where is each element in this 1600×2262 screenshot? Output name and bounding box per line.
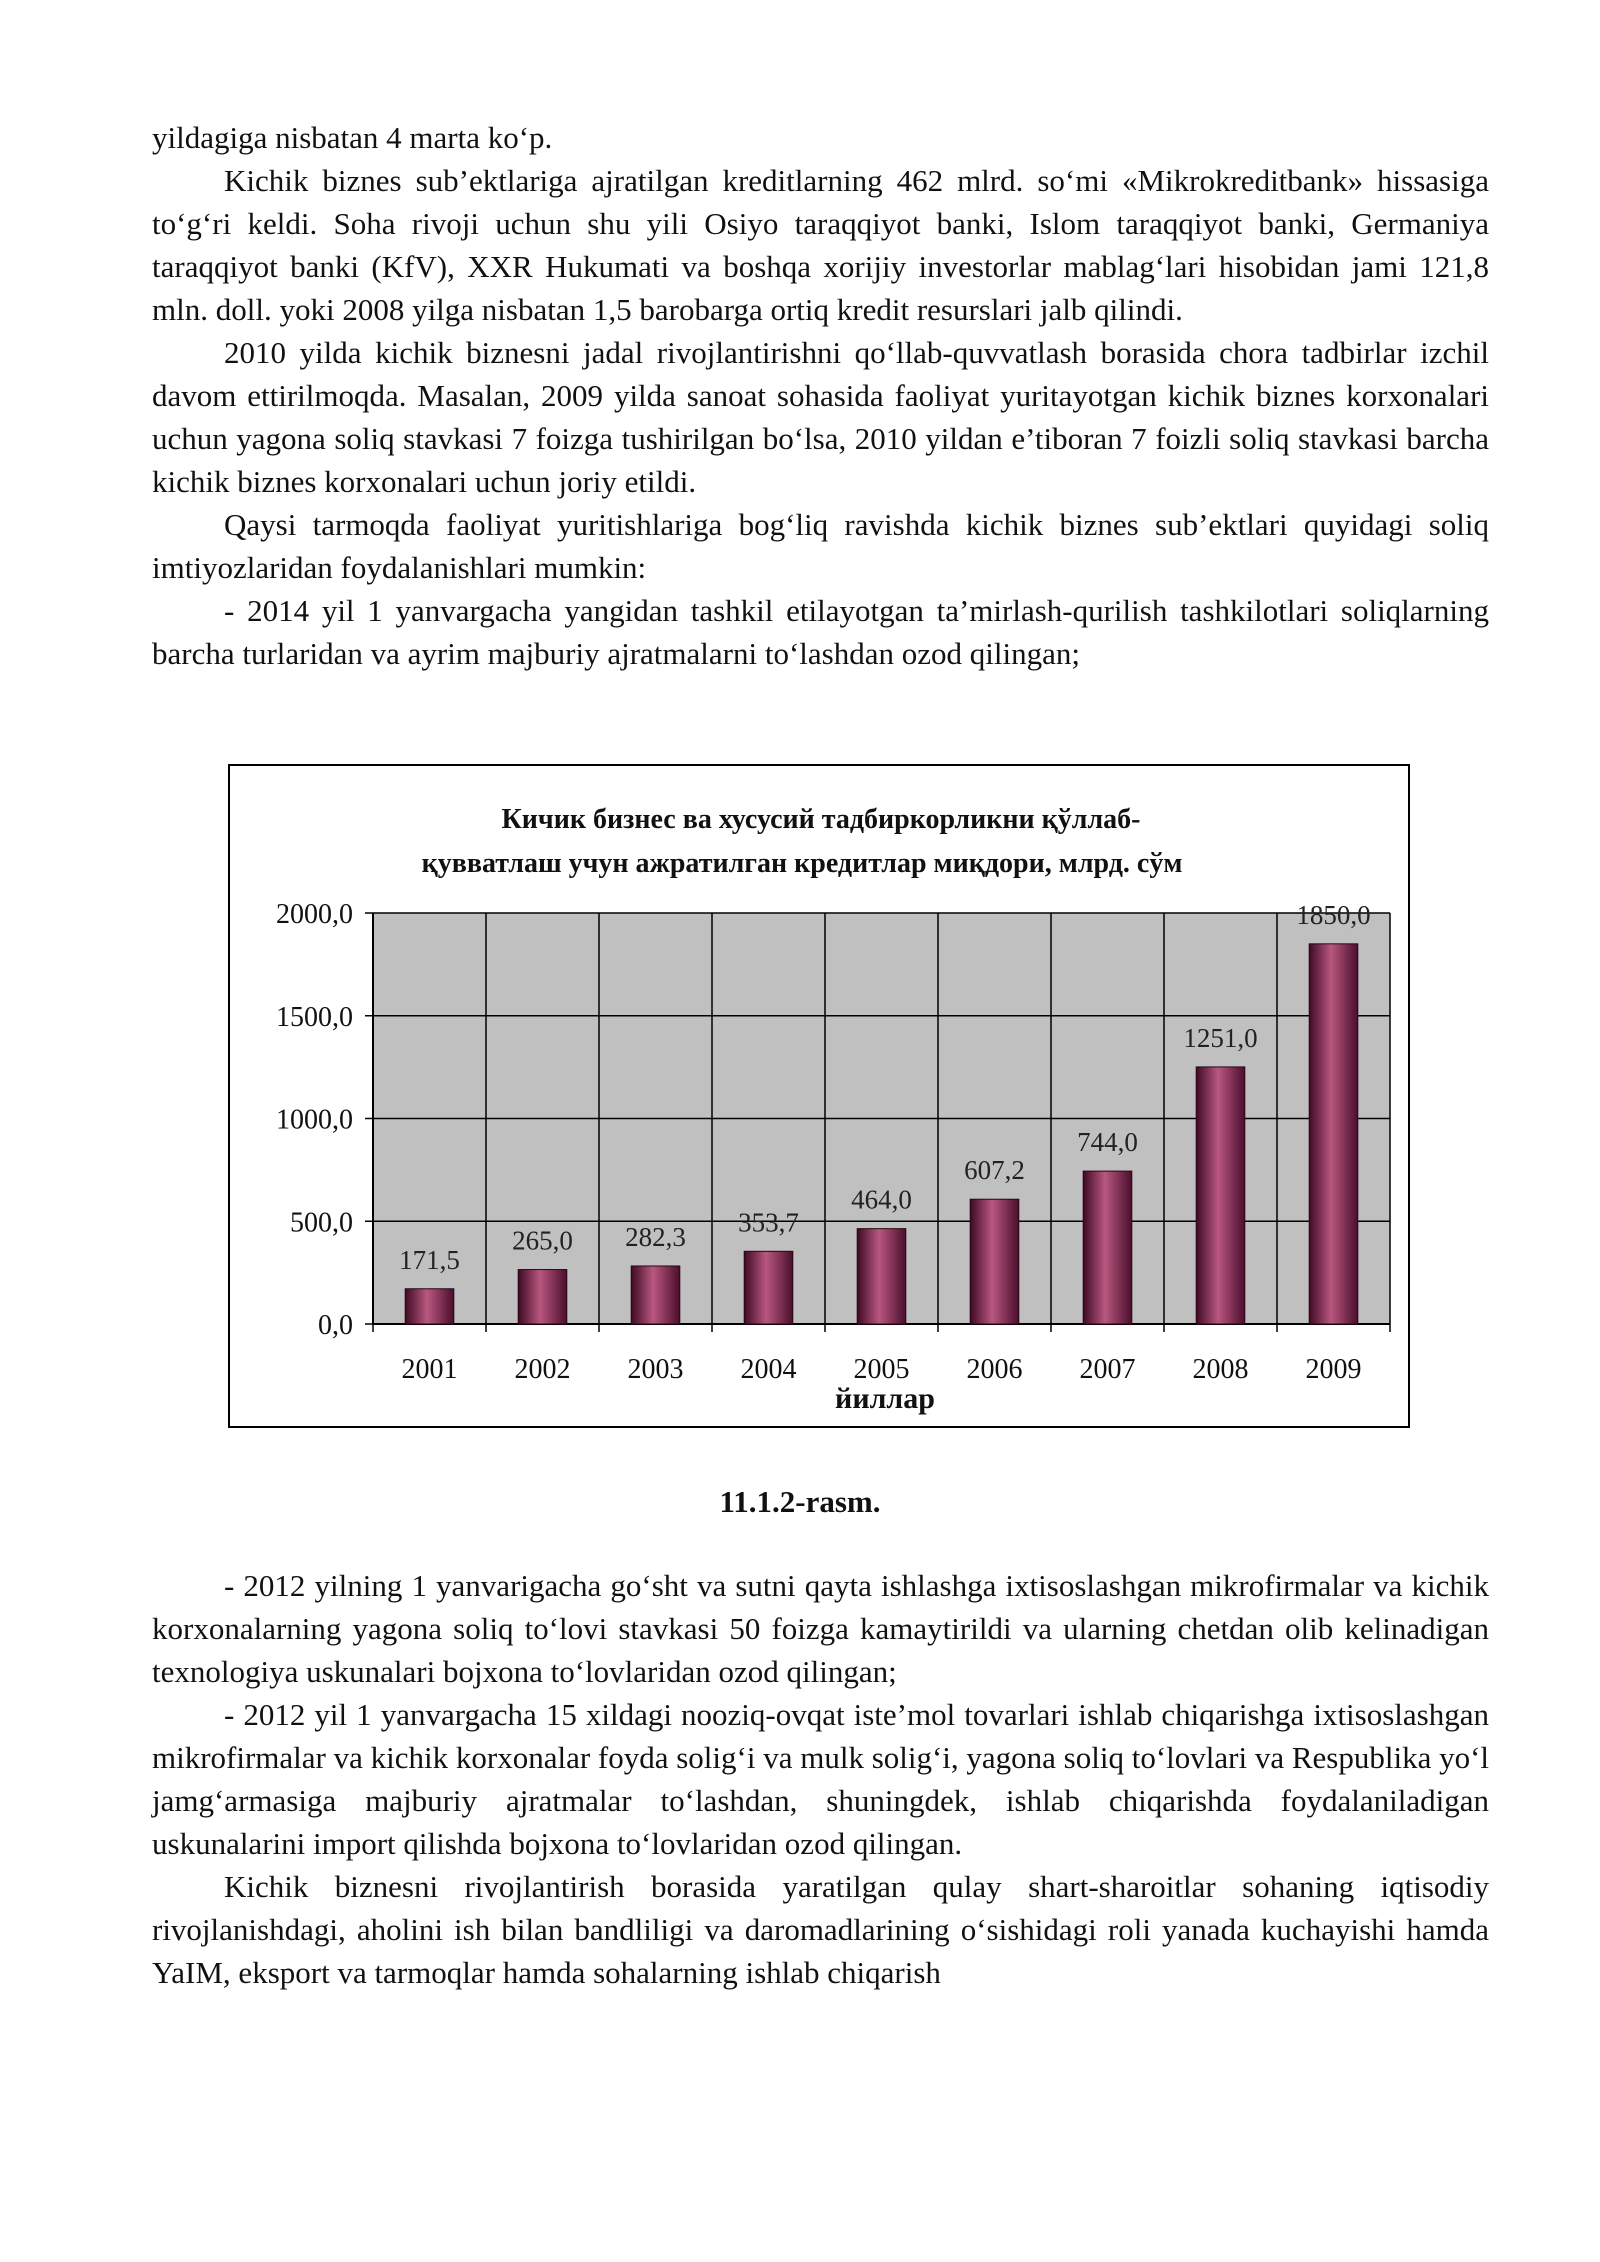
chart-svg [230, 766, 1412, 1430]
x-tick-label: 2005 [853, 1354, 910, 1385]
x-axis-title: йиллар [835, 1382, 935, 1415]
paragraph: 2010 yilda kichik biznesni jadal rivojlantirishni qo‘llab-quvvatlash borasida chora tadbirlar izchil davom ettirilmoqda. Masalan, 2009 yilda sanoat sohasida faoliyat yuritayotgan kichik biznes korxonalari uchun yagona soliq stavkasi 7 foizga tushirilgan bo‘lsa, 2010 yildan e’tiboran 7 foizli soliq stavkasi barcha kichik biznes korxonalari uchun joriy etildi. [152, 335, 1489, 499]
bar-2009 [1309, 944, 1358, 1324]
bar-2008 [1196, 1067, 1245, 1324]
y-tick-label: 0,0 [318, 1310, 353, 1341]
paragraph: Kichik biznesni rivojlantirish borasida yaratilgan qulay shart-sharoitlar sohaning iqtisodiy rivojlanishdagi, aholini ish bilan bandliligi va daromadlarining o‘sishidagi roli yanada kuchayishi hamda YaIM, eksport va tarmoqlar hamda sohalarning ishlab chiqarish [152, 1869, 1489, 1990]
bar-chart [228, 764, 1410, 1428]
data-label-2008: 1251,0 [1183, 1022, 1258, 1053]
x-tick-label: 2002 [514, 1354, 571, 1385]
paragraph: Kichik biznes sub’ektlariga ajratilgan kreditlarning 462 mlrd. so‘mi «Mikrokreditbank» hissasiga to‘g‘ri keldi. Soha rivoji uchun shu yili Osiyo taraqqiyot banki, Islom taraqqiyot banki, Germaniya taraqqiyot banki (KfV), XXR Hukumati va boshqa xorijiy investorlar mablag‘lari hisobidan jami 121,8 mln. doll. yoki 2008 yilga nisbatan 1,5 barobarga ortiq kredit resurslari jalb qilindi. [152, 163, 1489, 327]
chart-title-line2: қувватлаш учун ажратилган кредитлар миқдори, млрд. сўм [421, 848, 1183, 879]
paragraph: yildagiga nisbatan 4 marta ko‘p. [152, 120, 553, 155]
data-label-2002: 265,0 [512, 1225, 573, 1256]
x-tick-label: 2009 [1305, 1354, 1362, 1385]
bar-2006 [970, 1199, 1019, 1324]
data-label-2006: 607,2 [964, 1155, 1025, 1186]
y-tick-label: 1500,0 [276, 1001, 353, 1033]
bar-2002 [518, 1270, 567, 1324]
data-label-2007: 744,0 [1077, 1127, 1138, 1158]
y-tick-label: 2000,0 [276, 899, 353, 930]
x-tick-label: 2003 [627, 1354, 684, 1385]
body-text-top [152, 116, 1489, 675]
bar-2003 [631, 1266, 680, 1324]
paragraph: - 2012 yilning 1 yanvarigacha go‘sht va sutni qayta ishlashga ixtisoslashgan mikrofirmalar va kichik korxonalarning yagona soliq to‘lovi stavkasi 50 foizga kamaytirildi va ularning chetdan olib kelinadigan texnologiya uskunalari bojxona to‘lovlaridan ozod qilingan; [152, 1568, 1489, 1689]
paragraph: - 2012 yil 1 yanvargacha 15 xildagi nooziq-ovqat iste’mol tovarlari ishlab chiqarishga ixtisoslashgan mikrofirmalar va kichik korxonalar foyda solig‘i va mulk solig‘i, yagona soliq to‘lovlari va Respublika yo‘l jamg‘armasiga majburiy ajratmalar to‘lashdan, shuningdek, ishlab chiqarishda foydalaniladigan uskunalarini import qilishda bojxona to‘lovlaridan ozod qilingan. [152, 1697, 1490, 1861]
data-label-2001: 171,5 [399, 1244, 460, 1275]
paragraph: Qaysi tarmoqda faoliyat yuritishlariga bog‘liq ravishda kichik biznes sub’ektlari quyidagi soliq imtiyozlaridan foydalanishlari mumkin: [152, 507, 1489, 585]
bar-2005 [857, 1229, 906, 1324]
x-tick-label: 2004 [740, 1354, 797, 1385]
y-tick-label: 500,0 [290, 1207, 353, 1239]
figure-caption: 11.1.2-rasm. [719, 1484, 881, 1519]
bar-2007 [1083, 1171, 1132, 1324]
bar-2001 [405, 1289, 454, 1324]
data-label-2003: 282,3 [625, 1221, 686, 1252]
x-tick-label: 2006 [966, 1354, 1023, 1385]
bar-2004 [744, 1251, 793, 1324]
paragraph: - 2014 yil 1 yanvargacha yangidan tashkil etilayotgan ta’mirlash-qurilish tashkilotlari soliqlarning barcha turlaridan va ayrim majburiy ajratmalarni to‘lashdan ozod qilingan; [152, 593, 1489, 671]
body-text-bottom [152, 1564, 1489, 1994]
x-tick-label: 2001 [401, 1354, 458, 1385]
x-tick-label: 2008 [1192, 1354, 1249, 1385]
chart-title-line1: Кичик бизнес ва хусусий тадбиркорликни қўллаб- [501, 804, 1141, 835]
x-tick-label: 2007 [1079, 1354, 1136, 1385]
y-tick-label: 1000,0 [276, 1104, 353, 1136]
data-label-2004: 353,7 [738, 1207, 799, 1238]
data-label-2009: 1850,0 [1296, 899, 1371, 930]
data-label-2005: 464,0 [851, 1184, 912, 1215]
